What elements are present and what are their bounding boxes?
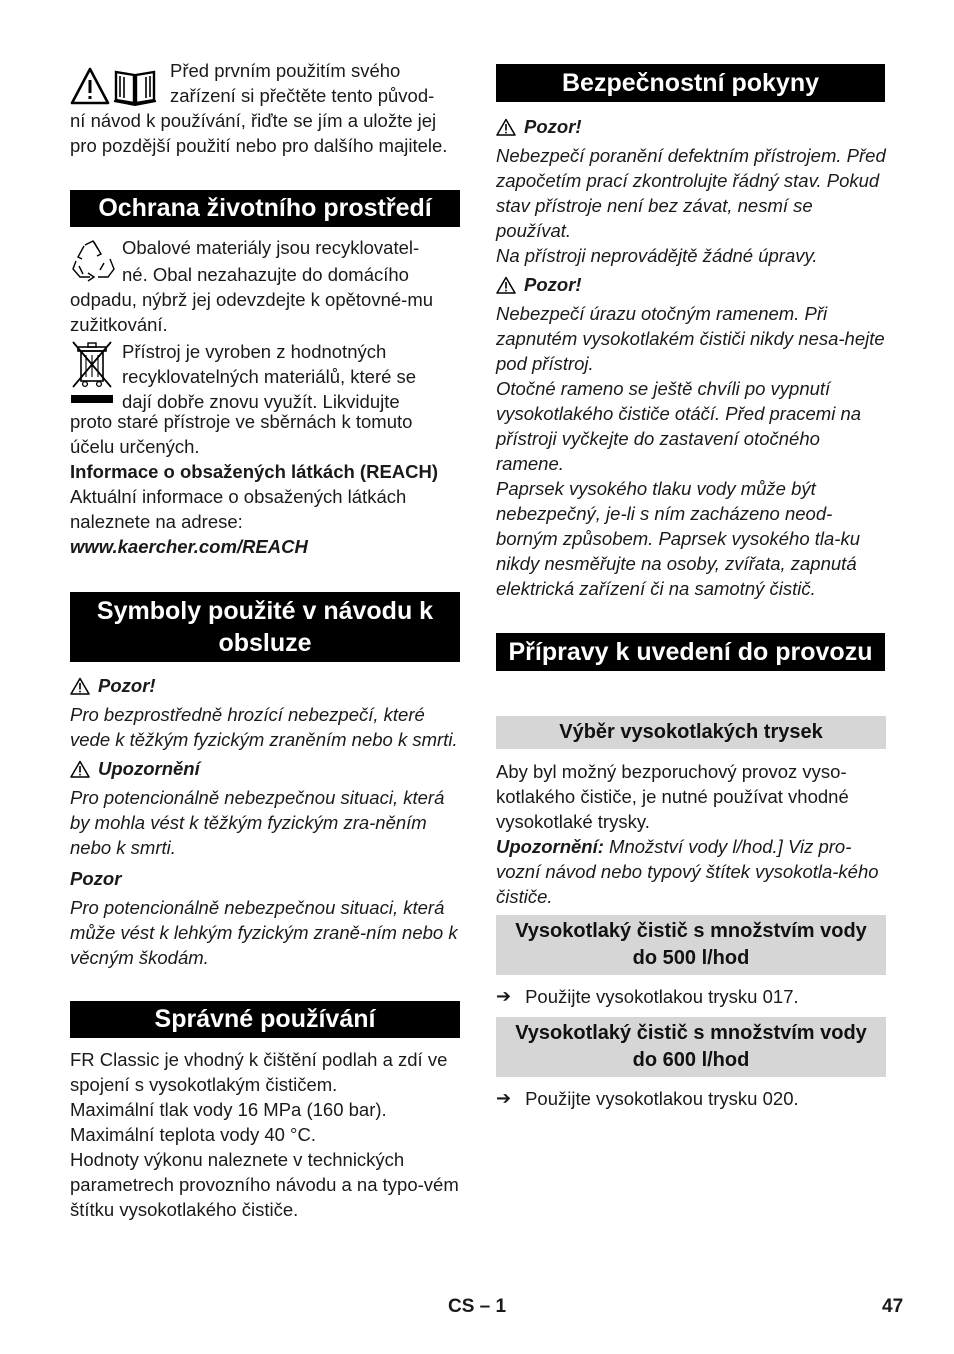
env-heading: Ochrana životního prostředí xyxy=(70,190,460,227)
warning-text: Pro potencionálně nebezpečnou situaci, která by mohla vést k těžkým fyzickým zra-něním nebo k smrti. xyxy=(70,787,445,858)
warning-triangle-icon xyxy=(70,677,90,695)
cleaner-500-item xyxy=(496,984,886,1009)
recycle-text-line1: Obalové materiály jsou recyklovatel- xyxy=(122,237,420,258)
nozzle-selection-heading: Výběr vysokotlakých trysek xyxy=(496,716,886,749)
symbols-block xyxy=(70,673,460,970)
recycling-icon xyxy=(70,237,116,283)
cleaner-600-heading: Vysokotlaký čistič s množstvím vody do 600 l/hod xyxy=(496,1017,886,1077)
caution-label: Pozor xyxy=(70,868,122,889)
usage-performance: Hodnoty výkonu naleznete v technických parametrech provozního návodu a na typo-vém štítku vysokotlakého čističe. xyxy=(70,1149,459,1220)
footer-page-number: 47 xyxy=(882,1296,904,1317)
safety-warning2-label: Pozor! xyxy=(524,274,582,295)
warning-triangle-icon xyxy=(496,276,516,294)
arrow-right-icon: ➔ xyxy=(496,986,512,1006)
cleaner-600-item-text: Použijte vysokotlakou trysku 020. xyxy=(525,1088,799,1109)
nozzle-note xyxy=(496,834,886,909)
safety-block xyxy=(496,114,886,601)
weee-text-line1: Přístroj je vyroben z hodnotných xyxy=(122,341,387,362)
cleaner-500-item-text: Použijte vysokotlakou trysku 017. xyxy=(525,986,799,1007)
reach-url-link[interactable]: www.kaercher.com/REACH xyxy=(70,536,308,557)
prep-heading: Přípravy k uvedení do provozu xyxy=(496,633,885,671)
usage-temperature: Maximální teplota vody 40 °C. xyxy=(70,1124,316,1145)
safety-warning1-text2: Na přístroji neprovádějtě žádné úpravy. xyxy=(496,245,818,266)
env-block xyxy=(70,235,460,559)
safety-warning2-text3: Paprsek vysokého tlaku vody může být nebezpečný, je-li s ním zacházeno neod-borným způsobem. Paprsek vysokého tla-ku nikdy nesměřujte na osoby, zvířata, zapnutá elektrická zařízení či na samotný čistič. xyxy=(496,478,861,599)
manual-book-icon xyxy=(112,66,158,106)
intro-text-line2: zařízení si přečtěte tento původ- xyxy=(170,85,435,106)
safety-warning2-text: Nebezpečí úrazu otočným ramenem. Při zapnutém vysokotlakém čističi nikdy nesa-hejte pod přístroj. xyxy=(496,303,885,374)
usage-heading: Správné používání xyxy=(70,1001,460,1038)
arrow-right-icon: ➔ xyxy=(496,1088,512,1108)
usage-pressure: Maximální tlak vody 16 MPa (160 bar). xyxy=(70,1099,387,1120)
footer-section-number: CS – 1 xyxy=(448,1296,507,1317)
weee-text-line3: dají dobře znovu využít. Likvidujte xyxy=(122,391,400,412)
nozzle-selection-text: Aby byl možný bezporuchový provoz vyso-kotlakého čističe, je nutné používat vhodné vysokotlaké trysky. xyxy=(496,761,849,832)
safety-heading: Bezpečnostní pokyny xyxy=(496,64,885,102)
danger-label: Pozor! xyxy=(98,675,156,696)
note-label: Upozornění: xyxy=(496,836,604,857)
weee-text-rest: proto staré přístroje ve sběrnách k tomuto účelu určených. xyxy=(70,411,413,457)
recycle-text-rest: né. Obal nezahazujte do domácího odpadu, nýbrž jej odevzdejte k opětovné-mu zužitkování. xyxy=(70,264,434,335)
note-text: Množství vody l/hod.] Viz pro-vozní návod nebo typový štítek vysokotla-kého čističe. xyxy=(496,836,879,907)
intro-block xyxy=(70,58,460,158)
reach-text: Aktuální informace o obsažených látkách naleznete na adrese: xyxy=(70,486,407,532)
safety-warning1-label: Pozor! xyxy=(524,116,582,137)
danger-text: Pro bezprostředně hrozící nebezpečí, které vede k těžkým fyzickým zraněním nebo k smrti. xyxy=(70,704,458,750)
reach-title: Informace o obsažených látkách (REACH) xyxy=(70,461,439,482)
cleaner-600-item xyxy=(496,1086,886,1111)
safety-warning2-text2: Otočné rameno se ještě chvíli po vypnutí vysokotlakého čističe otáčí. Před pracemi na přístroji vyčkejte do zastavení otočného ramene. xyxy=(496,378,862,474)
crossed-bin-icon xyxy=(70,339,116,407)
caution-text: Pro potencionálně nebezpečnou situaci, která může vést k lehkým fyzickým zraně-ním nebo k věcným škodám. xyxy=(70,897,458,968)
intro-text-line1: Před prvním použitím svého xyxy=(170,60,401,81)
usage-block xyxy=(70,1047,460,1222)
warning-triangle-icon xyxy=(70,760,90,778)
warning-label: Upozornění xyxy=(98,758,200,779)
cleaner-500-heading: Vysokotlaký čistič s množstvím vody do 500 l/hod xyxy=(496,915,886,975)
symbols-heading: Symboly použité v návodu k obsluze xyxy=(70,592,460,662)
warning-triangle-icon xyxy=(496,118,516,136)
warning-triangle-icon xyxy=(70,66,110,106)
safety-warning1-text: Nebezpečí poranění defektním přístrojem. Před započetím prací zkontrolujte řádný stav. Pokud stav přístroje není bez závat, nesmí se používat. xyxy=(496,145,886,241)
nozzle-selection-block xyxy=(496,759,886,909)
usage-text: FR Classic je vhodný k čištění podlah a zdí ve spojení s vysokotlakým čističem. xyxy=(70,1049,448,1095)
weee-text-line2: recyklovatelných materiálů, které se xyxy=(122,366,417,387)
intro-text-rest: ní návod k používání, řiďte se jím a uložte jej pro pozdější použití nebo pro dalšího majitele. xyxy=(70,110,448,156)
